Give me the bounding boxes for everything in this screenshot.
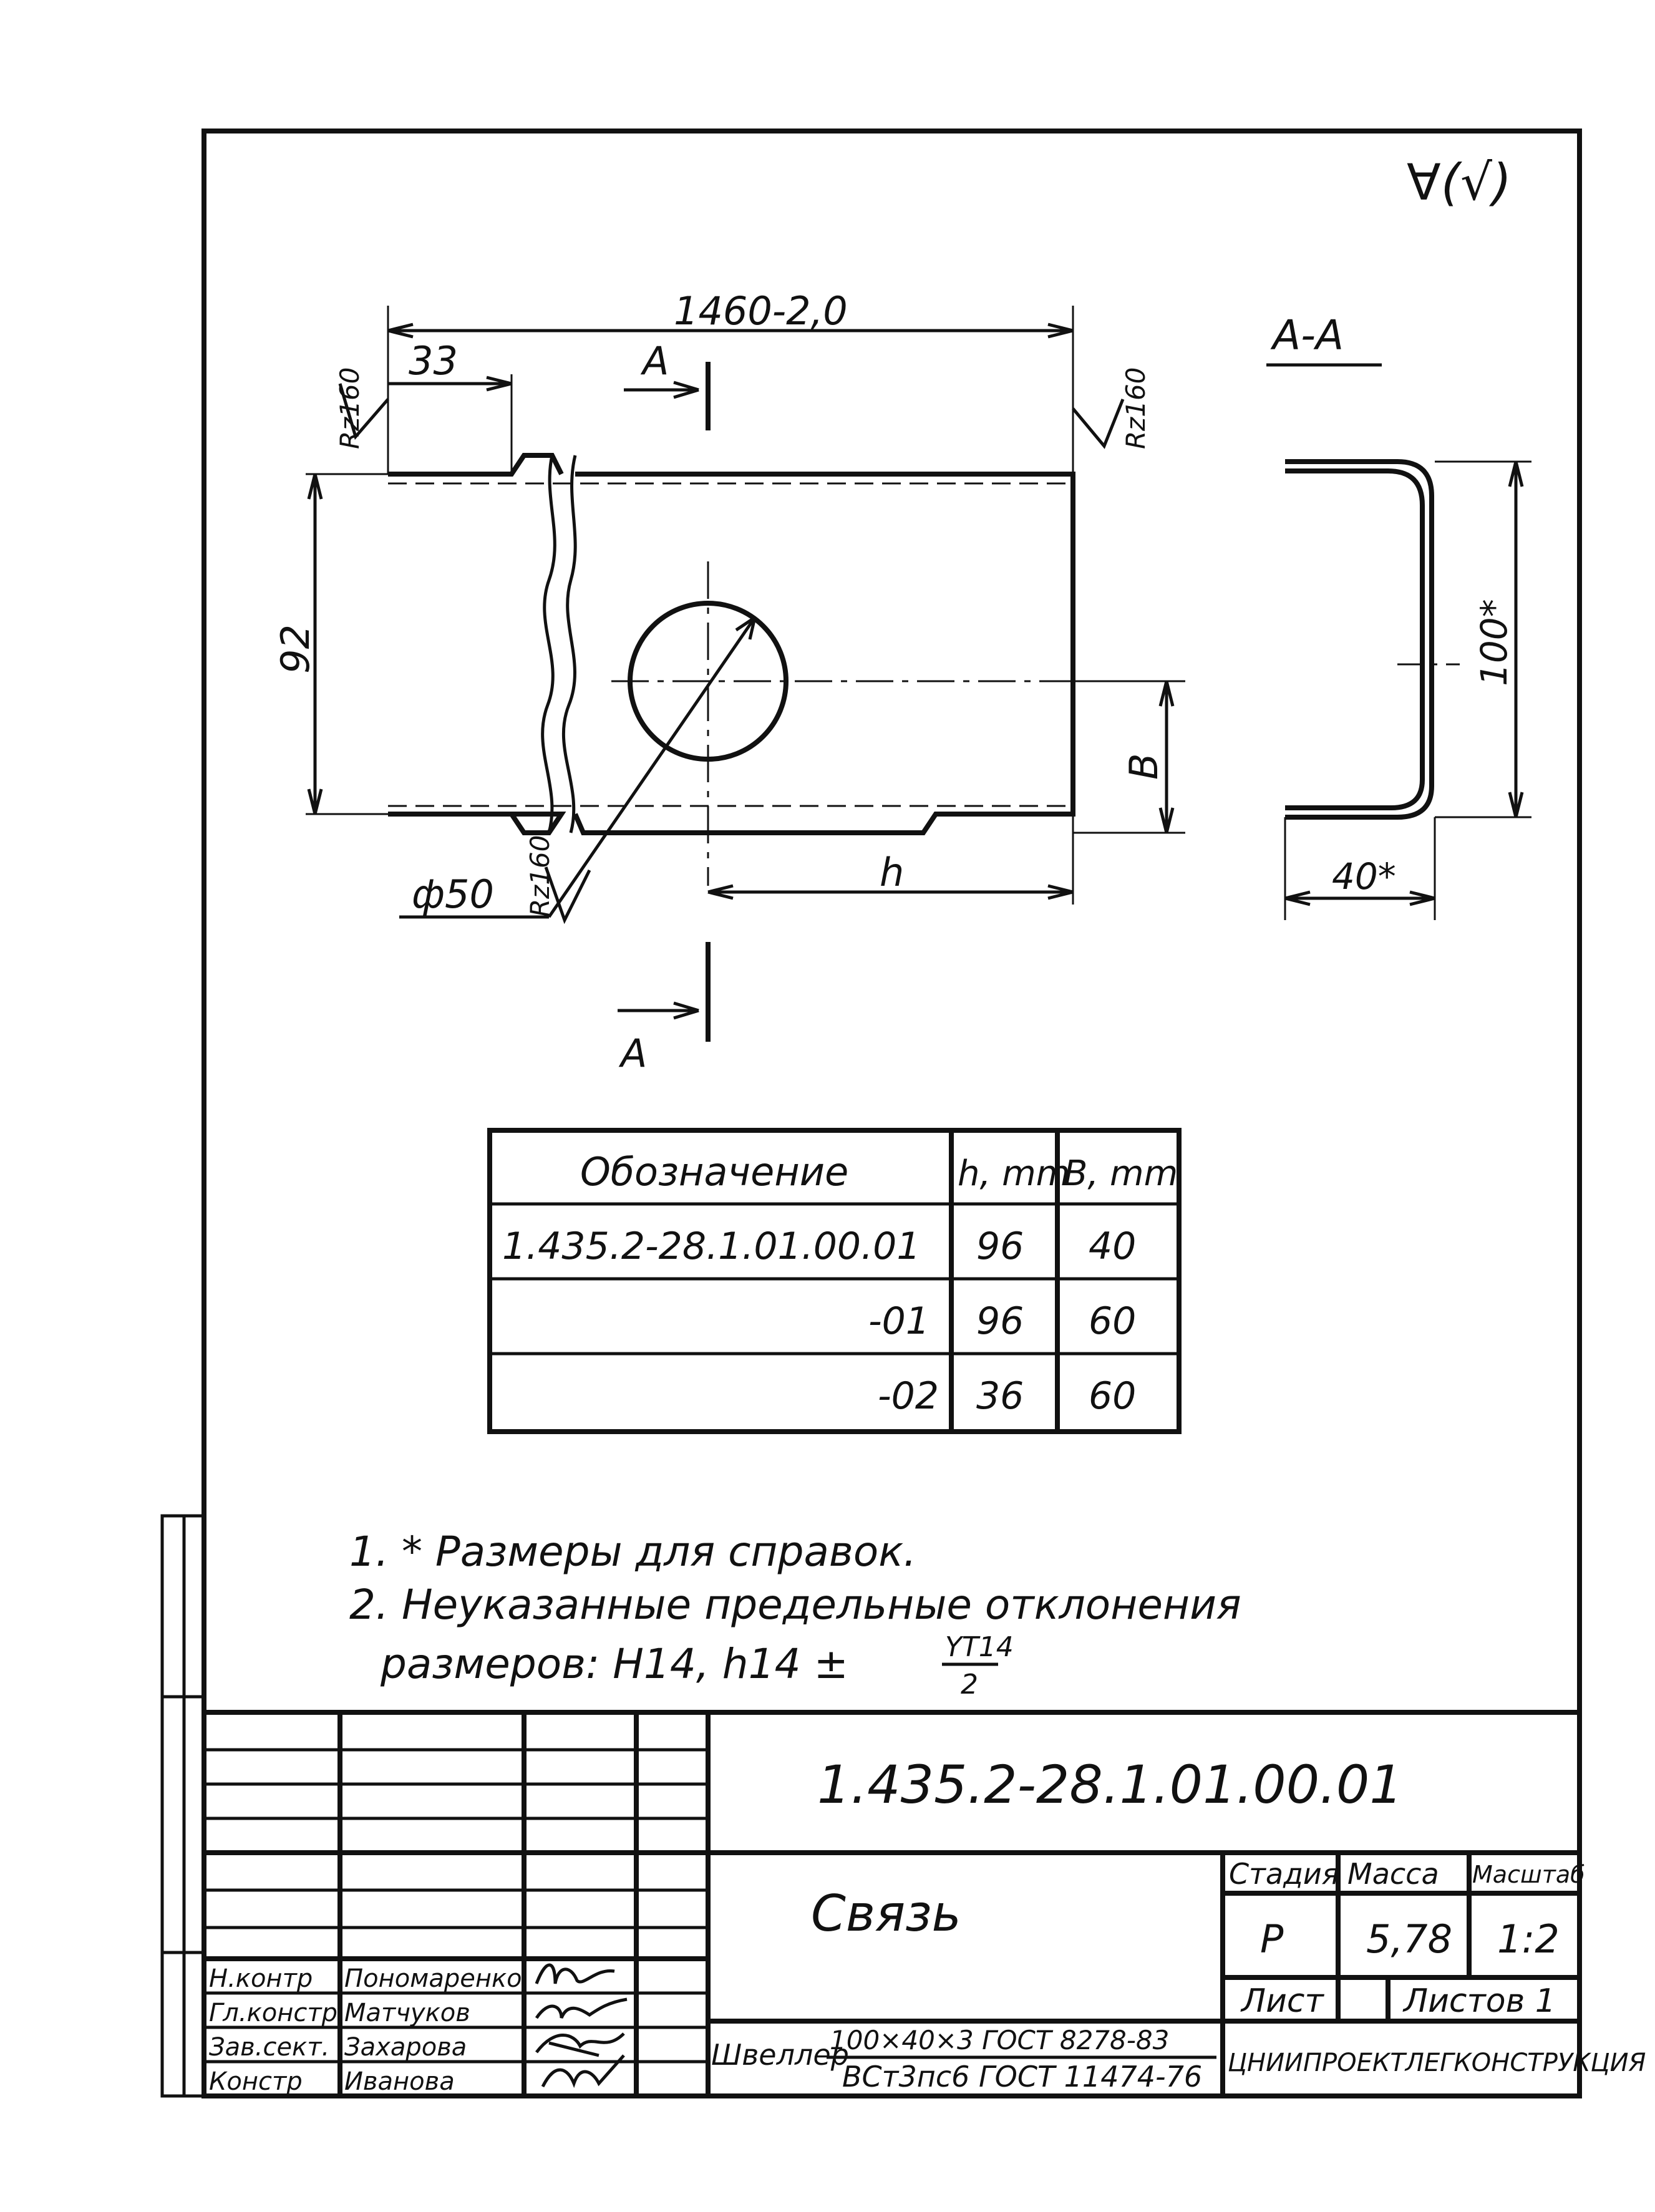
svg-text:A: A (643, 338, 669, 384)
svg-text:B: B (1121, 753, 1167, 780)
staff-surname: Иванова (344, 2067, 455, 2096)
variants-table (490, 1130, 1179, 1432)
sheet-label: Лист (1241, 1982, 1324, 2020)
table-cell: -01 (868, 1299, 929, 1343)
scale-label: Масштаб (1472, 1861, 1585, 1888)
roughness-left (334, 367, 388, 449)
note-3-fraction-top: YT14 (945, 1631, 1014, 1663)
section-marker-bottom (618, 942, 708, 1076)
table-cell: 96 (976, 1225, 1024, 1268)
svg-text:Rz160: Rz160 (525, 835, 555, 917)
mass-value: 5,78 (1366, 1916, 1453, 1962)
dim-height (273, 474, 388, 814)
signature (536, 1965, 614, 1984)
dim-b (1073, 681, 1185, 833)
scale-value: 1:2 (1497, 1916, 1560, 1962)
svg-text:Rz160: Rz160 (1120, 367, 1151, 449)
table-cell: 60 (1089, 1299, 1137, 1343)
material-line-2: ВСт3пс6 ГОСТ 11474-76 (842, 2060, 1203, 2093)
table-cell: -02 (878, 1374, 939, 1418)
drawing-code: 1.435.2-28.1.01.00.01 (817, 1754, 1403, 1815)
svg-text:h: h (880, 850, 905, 895)
material-prefix: Швеллер (711, 2038, 849, 2072)
table-cell: 1.435.2-28.1.01.00.01 (502, 1225, 921, 1268)
signature (536, 1999, 627, 2018)
signature (536, 2034, 624, 2055)
dim-h (708, 814, 1073, 905)
sheets-label: Листов 1 (1404, 1982, 1556, 2020)
part-main-view (388, 455, 1073, 917)
staff-surname: Захарова (344, 2033, 467, 2062)
svg-text:A: A (621, 1031, 648, 1076)
staff-role: Гл.констр (209, 1999, 338, 2027)
svg-text:1460-2,0: 1460-2,0 (674, 288, 848, 334)
staff-role: Констр (209, 2067, 303, 2096)
stage-label: Стадия (1229, 1857, 1339, 1891)
table-header-b: B, mm (1064, 1153, 1178, 1194)
staff-role: Н.контр (209, 1964, 313, 1993)
note-3-fraction-bottom: 2 (961, 1669, 978, 1700)
svg-text:100*: 100* (1473, 599, 1515, 686)
stage-value: Р (1260, 1916, 1284, 1962)
dim-hole: ф50 (412, 871, 494, 917)
svg-text:33: 33 (409, 338, 458, 384)
mass-label: Масса (1347, 1857, 1439, 1891)
staff-surname: Матчуков (344, 1999, 470, 2027)
table-header-h: h, mm (958, 1153, 1070, 1194)
title-block (204, 1712, 1646, 2096)
material-line-1: 100×40×3 ГОСТ 8278-83 (830, 2025, 1170, 2055)
table-header-designation: Обозначение (580, 1149, 849, 1195)
roughness-right (1073, 367, 1151, 449)
notes (349, 1528, 1241, 1700)
table-cell: 60 (1089, 1374, 1137, 1418)
section-title: A-A (1273, 311, 1344, 359)
note-1: 1. * Размеры для справок. (349, 1528, 917, 1576)
roughness-mark: ∀(√) (1407, 153, 1512, 211)
note-3: размеров: H14, h14 ± (381, 1640, 848, 1688)
svg-text:92: 92 (273, 624, 318, 674)
svg-text:Rz160: Rz160 (334, 367, 365, 449)
binding-strip (162, 1516, 204, 2096)
organization: ЦНИИПРОЕКТЛЕГКОНСТРУКЦИЯ (1228, 2049, 1646, 2077)
dim-offset (388, 338, 512, 474)
note-2: 2. Неуказанные предельные отклонения (349, 1581, 1241, 1629)
section-marker-top (624, 338, 708, 430)
table-cell: 96 (976, 1299, 1024, 1343)
section-view (1266, 311, 1531, 920)
staff-role: Зав.сект. (209, 2033, 330, 2062)
part-name: Связь (811, 1885, 961, 1943)
svg-text:40*: 40* (1332, 855, 1396, 898)
staff-surname: Пономаренко (344, 1964, 522, 1993)
dim-length (388, 288, 1073, 474)
table-cell: 36 (976, 1374, 1024, 1418)
table-cell: 40 (1089, 1225, 1137, 1268)
